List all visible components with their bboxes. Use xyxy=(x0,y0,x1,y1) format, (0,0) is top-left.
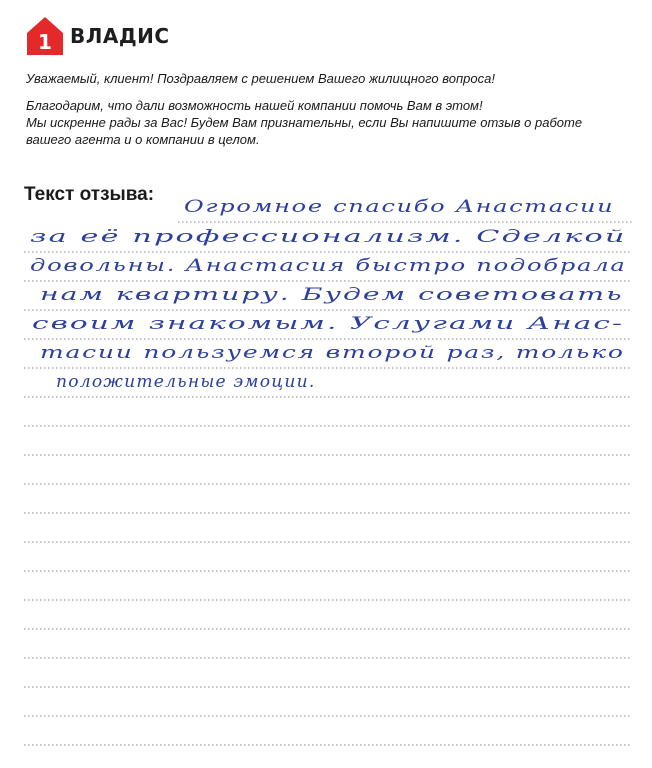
request-line-end: вашего агента и о компании в целом. xyxy=(26,132,260,147)
logo-digit: 1 xyxy=(38,30,52,54)
handwritten-line: своим знакомым. Услугами Анас- xyxy=(32,314,625,334)
handwritten-line: довольны. Анастасия быстро подобрала xyxy=(30,256,627,276)
review-title: Текст отзыва: xyxy=(24,184,155,205)
handwritten-line: тасии пользуемся второй раз, только xyxy=(40,343,625,363)
handwritten-line: за её профессионализм. Сделкой xyxy=(30,227,627,247)
handwritten-line: положительные эмоции. xyxy=(56,372,316,392)
handwritten-line: нам квартиру. Будем советовать xyxy=(40,285,624,305)
brand-name: ВЛАДИС xyxy=(70,24,170,48)
thanks-line: Благодарим, что дали возможность нашей компании помочь Вам в этом! xyxy=(26,98,483,113)
handwritten-line: Огромное спасибо Анастасии xyxy=(184,197,615,217)
greeting-line: Уважаемый, клиент! Поздравляем с решением Вашего жилищного вопроса! xyxy=(26,71,495,86)
request-line: Мы искренне рады за Вас! Будем Вам признательны, если Вы напишите отзыв о работе xyxy=(26,115,583,130)
